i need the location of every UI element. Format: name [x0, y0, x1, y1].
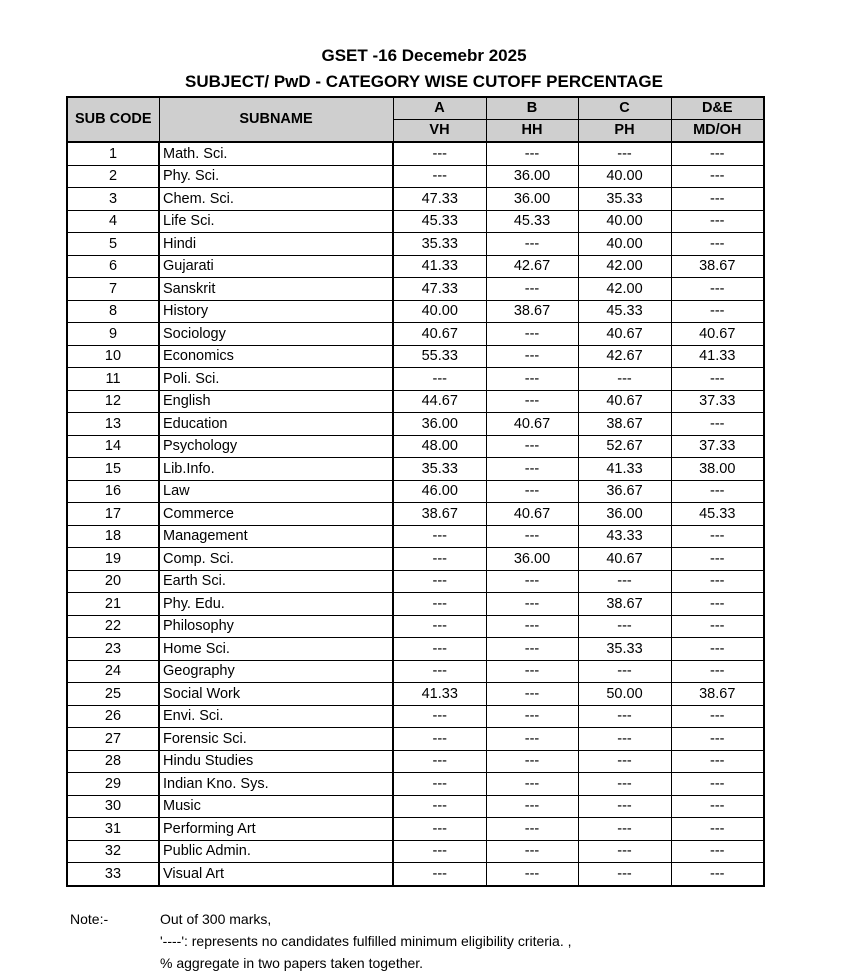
row-sub-name: Performing Art [159, 818, 393, 841]
table-row [67, 345, 764, 368]
cell-md-oh: --- [671, 660, 764, 683]
row-sub-name: Management [159, 525, 393, 548]
table-row [67, 278, 764, 301]
row-sub-name: Sanskrit [159, 278, 393, 301]
cell-vh: 48.00 [393, 435, 486, 458]
cell-vh: --- [393, 368, 486, 391]
cell-hh: --- [486, 390, 578, 413]
row-sub-code: 10 [67, 345, 159, 368]
table-row [67, 458, 764, 481]
cell-md-oh: 37.33 [671, 390, 764, 413]
cell-md-oh: 38.00 [671, 458, 764, 481]
table-row [67, 863, 764, 886]
row-sub-code: 9 [67, 323, 159, 346]
cell-md-oh: --- [671, 233, 764, 256]
cell-md-oh: 45.33 [671, 503, 764, 526]
cell-ph: 50.00 [578, 683, 671, 706]
table-row [67, 840, 764, 863]
cell-md-oh: --- [671, 795, 764, 818]
cell-hh: --- [486, 728, 578, 751]
cell-vh: --- [393, 165, 486, 188]
row-sub-code: 20 [67, 570, 159, 593]
table-row [67, 683, 764, 706]
cell-md-oh: --- [671, 728, 764, 751]
cell-hh: --- [486, 660, 578, 683]
row-sub-code: 13 [67, 413, 159, 436]
row-sub-code: 22 [67, 615, 159, 638]
header-sub-name: SUBNAME [159, 97, 393, 142]
row-sub-name: Education [159, 413, 393, 436]
cell-hh: --- [486, 525, 578, 548]
cell-hh: --- [486, 840, 578, 863]
cell-md-oh: --- [671, 570, 764, 593]
row-sub-name: Public Admin. [159, 840, 393, 863]
header-hh: HH [486, 120, 578, 143]
cell-vh: --- [393, 840, 486, 863]
row-sub-name: Phy. Sci. [159, 165, 393, 188]
cell-ph: 41.33 [578, 458, 671, 481]
cell-ph: --- [578, 705, 671, 728]
cell-vh: --- [393, 705, 486, 728]
row-sub-code: 19 [67, 548, 159, 571]
cell-ph: --- [578, 773, 671, 796]
table-row [67, 728, 764, 751]
cell-md-oh: --- [671, 818, 764, 841]
row-sub-name: Sociology [159, 323, 393, 346]
cell-hh: --- [486, 480, 578, 503]
row-sub-name: Visual Art [159, 863, 393, 886]
cell-md-oh: --- [671, 615, 764, 638]
cell-ph: 36.00 [578, 503, 671, 526]
row-sub-name: Poli. Sci. [159, 368, 393, 391]
cell-ph: 42.67 [578, 345, 671, 368]
row-sub-code: 24 [67, 660, 159, 683]
row-sub-code: 15 [67, 458, 159, 481]
cell-hh: --- [486, 435, 578, 458]
cell-vh: 55.33 [393, 345, 486, 368]
cell-ph: 43.33 [578, 525, 671, 548]
row-sub-name: Forensic Sci. [159, 728, 393, 751]
row-sub-code: 1 [67, 142, 159, 165]
cell-vh: --- [393, 660, 486, 683]
row-sub-name: Music [159, 795, 393, 818]
cell-ph: 40.67 [578, 548, 671, 571]
cell-hh: 42.67 [486, 255, 578, 278]
cell-ph: 40.00 [578, 165, 671, 188]
row-sub-name: Economics [159, 345, 393, 368]
row-sub-code: 12 [67, 390, 159, 413]
table-row [67, 142, 764, 165]
cell-hh: --- [486, 750, 578, 773]
table-row [67, 503, 764, 526]
cell-md-oh: --- [671, 593, 764, 616]
table-row [67, 165, 764, 188]
cell-ph: 40.67 [578, 323, 671, 346]
row-sub-code: 27 [67, 728, 159, 751]
cell-md-oh: --- [671, 165, 764, 188]
note-line: '----': represents no candidates fulfilled minimum eligibility criteria. , [160, 933, 572, 949]
table-row [67, 188, 764, 211]
cell-md-oh: --- [671, 278, 764, 301]
cell-hh: --- [486, 142, 578, 165]
row-sub-code: 4 [67, 210, 159, 233]
table-row [67, 435, 764, 458]
cell-md-oh: --- [671, 368, 764, 391]
header-md-oh: MD/OH [671, 120, 764, 143]
cell-vh: --- [393, 548, 486, 571]
row-sub-name: Law [159, 480, 393, 503]
row-sub-code: 26 [67, 705, 159, 728]
document-title: GSET -16 Decemebr 2025 [321, 46, 527, 65]
cell-hh: 45.33 [486, 210, 578, 233]
cell-ph: --- [578, 660, 671, 683]
table-row [67, 660, 764, 683]
header-group-c: C [578, 97, 671, 120]
table-header [67, 97, 764, 142]
table-row [67, 323, 764, 346]
cell-hh: --- [486, 818, 578, 841]
cell-hh: --- [486, 345, 578, 368]
cell-md-oh: --- [671, 210, 764, 233]
row-sub-name: Social Work [159, 683, 393, 706]
cell-vh: 44.67 [393, 390, 486, 413]
cell-vh: --- [393, 593, 486, 616]
table-row [67, 300, 764, 323]
row-sub-code: 32 [67, 840, 159, 863]
cell-ph: 45.33 [578, 300, 671, 323]
row-sub-name: Envi. Sci. [159, 705, 393, 728]
row-sub-name: Comp. Sci. [159, 548, 393, 571]
cell-ph: 42.00 [578, 255, 671, 278]
cell-md-oh: --- [671, 705, 764, 728]
header-vh: VH [393, 120, 486, 143]
table-row [67, 638, 764, 661]
cell-md-oh: --- [671, 300, 764, 323]
row-sub-code: 28 [67, 750, 159, 773]
table-row [67, 773, 764, 796]
cell-vh: --- [393, 863, 486, 886]
cell-hh: 40.67 [486, 413, 578, 436]
cell-md-oh: 37.33 [671, 435, 764, 458]
cell-hh: --- [486, 795, 578, 818]
cell-hh: --- [486, 773, 578, 796]
cell-hh: --- [486, 233, 578, 256]
cell-hh: --- [486, 278, 578, 301]
cell-hh: --- [486, 705, 578, 728]
cell-ph: --- [578, 368, 671, 391]
row-sub-name: Hindu Studies [159, 750, 393, 773]
cell-ph: --- [578, 795, 671, 818]
header-group-a: A [393, 97, 486, 120]
cell-ph: --- [578, 840, 671, 863]
cell-ph: 36.67 [578, 480, 671, 503]
cell-hh: 36.00 [486, 188, 578, 211]
cell-ph: --- [578, 728, 671, 751]
note-line: Out of 300 marks, [160, 911, 272, 927]
table-row [67, 705, 764, 728]
row-sub-name: Home Sci. [159, 638, 393, 661]
cell-md-oh: 38.67 [671, 255, 764, 278]
cell-ph: 35.33 [578, 638, 671, 661]
cell-vh: --- [393, 638, 486, 661]
cell-vh: --- [393, 818, 486, 841]
cell-vh: --- [393, 570, 486, 593]
row-sub-code: 14 [67, 435, 159, 458]
cell-md-oh: --- [671, 480, 764, 503]
cell-vh: 35.33 [393, 233, 486, 256]
row-sub-name: Philosophy [159, 615, 393, 638]
cell-vh: --- [393, 773, 486, 796]
cell-ph: 40.00 [578, 233, 671, 256]
cell-md-oh: --- [671, 638, 764, 661]
table-row [67, 548, 764, 571]
row-sub-code: 25 [67, 683, 159, 706]
cell-ph: --- [578, 142, 671, 165]
table-row [67, 525, 764, 548]
cell-vh: 47.33 [393, 188, 486, 211]
row-sub-code: 8 [67, 300, 159, 323]
cell-ph: 40.67 [578, 390, 671, 413]
cell-ph: 42.00 [578, 278, 671, 301]
table-row [67, 818, 764, 841]
row-sub-code: 7 [67, 278, 159, 301]
cell-ph: --- [578, 615, 671, 638]
row-sub-code: 3 [67, 188, 159, 211]
cell-ph: 35.33 [578, 188, 671, 211]
cell-vh: 47.33 [393, 278, 486, 301]
row-sub-name: Gujarati [159, 255, 393, 278]
cell-ph: 40.00 [578, 210, 671, 233]
cell-vh: --- [393, 615, 486, 638]
cell-vh: --- [393, 750, 486, 773]
cell-vh: 45.33 [393, 210, 486, 233]
table-row [67, 390, 764, 413]
table-row [67, 795, 764, 818]
cell-vh: --- [393, 795, 486, 818]
row-sub-code: 11 [67, 368, 159, 391]
cell-hh: --- [486, 593, 578, 616]
header-group-de: D&E [671, 97, 764, 120]
cell-md-oh: --- [671, 188, 764, 211]
note-line: % aggregate in two papers taken together. [160, 955, 424, 971]
cell-md-oh: --- [671, 142, 764, 165]
cell-md-oh: --- [671, 525, 764, 548]
table-row [67, 750, 764, 773]
row-sub-code: 23 [67, 638, 159, 661]
table-row [67, 615, 764, 638]
table-row [67, 210, 764, 233]
cell-md-oh: --- [671, 548, 764, 571]
cell-ph: --- [578, 570, 671, 593]
cell-vh: 41.33 [393, 255, 486, 278]
cell-ph: --- [578, 750, 671, 773]
row-sub-code: 2 [67, 165, 159, 188]
cell-md-oh: --- [671, 750, 764, 773]
table-row [67, 255, 764, 278]
row-sub-name: Geography [159, 660, 393, 683]
table-row [67, 593, 764, 616]
header-sub-code: SUB CODE [67, 97, 159, 142]
row-sub-code: 31 [67, 818, 159, 841]
cell-vh: 36.00 [393, 413, 486, 436]
row-sub-name: Chem. Sci. [159, 188, 393, 211]
table-row [67, 480, 764, 503]
row-sub-name: History [159, 300, 393, 323]
cell-hh: --- [486, 863, 578, 886]
cell-hh: --- [486, 638, 578, 661]
cell-hh: --- [486, 615, 578, 638]
cell-md-oh: --- [671, 840, 764, 863]
document-subtitle: SUBJECT/ PwD - CATEGORY WISE CUTOFF PERCENTAGE [185, 72, 663, 91]
row-sub-code: 6 [67, 255, 159, 278]
cell-md-oh: 41.33 [671, 345, 764, 368]
cell-ph: 38.67 [578, 413, 671, 436]
cell-hh: 36.00 [486, 165, 578, 188]
row-sub-code: 16 [67, 480, 159, 503]
cell-vh: 35.33 [393, 458, 486, 481]
row-sub-name: Math. Sci. [159, 142, 393, 165]
cell-hh: --- [486, 570, 578, 593]
cell-md-oh: --- [671, 413, 764, 436]
row-sub-code: 17 [67, 503, 159, 526]
row-sub-code: 33 [67, 863, 159, 886]
row-sub-code: 30 [67, 795, 159, 818]
cell-vh: 41.33 [393, 683, 486, 706]
row-sub-name: Life Sci. [159, 210, 393, 233]
cell-ph: --- [578, 863, 671, 886]
cell-md-oh: --- [671, 863, 764, 886]
note-label: Note:- [70, 911, 109, 927]
row-sub-name: Psychology [159, 435, 393, 458]
cell-hh: 38.67 [486, 300, 578, 323]
cutoff-table [66, 96, 765, 887]
row-sub-name: Phy. Edu. [159, 593, 393, 616]
header-ph: PH [578, 120, 671, 143]
table-row [67, 413, 764, 436]
cell-hh: 36.00 [486, 548, 578, 571]
table-row [67, 233, 764, 256]
row-sub-code: 18 [67, 525, 159, 548]
row-sub-name: Hindi [159, 233, 393, 256]
cell-vh: --- [393, 525, 486, 548]
row-sub-code: 21 [67, 593, 159, 616]
cell-ph: 52.67 [578, 435, 671, 458]
cell-vh: 38.67 [393, 503, 486, 526]
cell-ph: 38.67 [578, 593, 671, 616]
table-row [67, 368, 764, 391]
row-sub-name: Lib.Info. [159, 458, 393, 481]
cell-hh: --- [486, 683, 578, 706]
cell-vh: 40.67 [393, 323, 486, 346]
table-body [67, 142, 764, 886]
row-sub-code: 29 [67, 773, 159, 796]
header-group-b: B [486, 97, 578, 120]
cell-vh: --- [393, 728, 486, 751]
cell-vh: 46.00 [393, 480, 486, 503]
table-row [67, 570, 764, 593]
cell-md-oh: 40.67 [671, 323, 764, 346]
row-sub-code: 5 [67, 233, 159, 256]
cell-hh: --- [486, 458, 578, 481]
row-sub-name: Earth Sci. [159, 570, 393, 593]
cell-hh: 40.67 [486, 503, 578, 526]
cell-ph: --- [578, 818, 671, 841]
row-sub-name: Commerce [159, 503, 393, 526]
cell-hh: --- [486, 323, 578, 346]
row-sub-name: English [159, 390, 393, 413]
cell-hh: --- [486, 368, 578, 391]
cell-md-oh: --- [671, 773, 764, 796]
cell-vh: --- [393, 142, 486, 165]
cell-vh: 40.00 [393, 300, 486, 323]
row-sub-name: Indian Kno. Sys. [159, 773, 393, 796]
cell-md-oh: 38.67 [671, 683, 764, 706]
